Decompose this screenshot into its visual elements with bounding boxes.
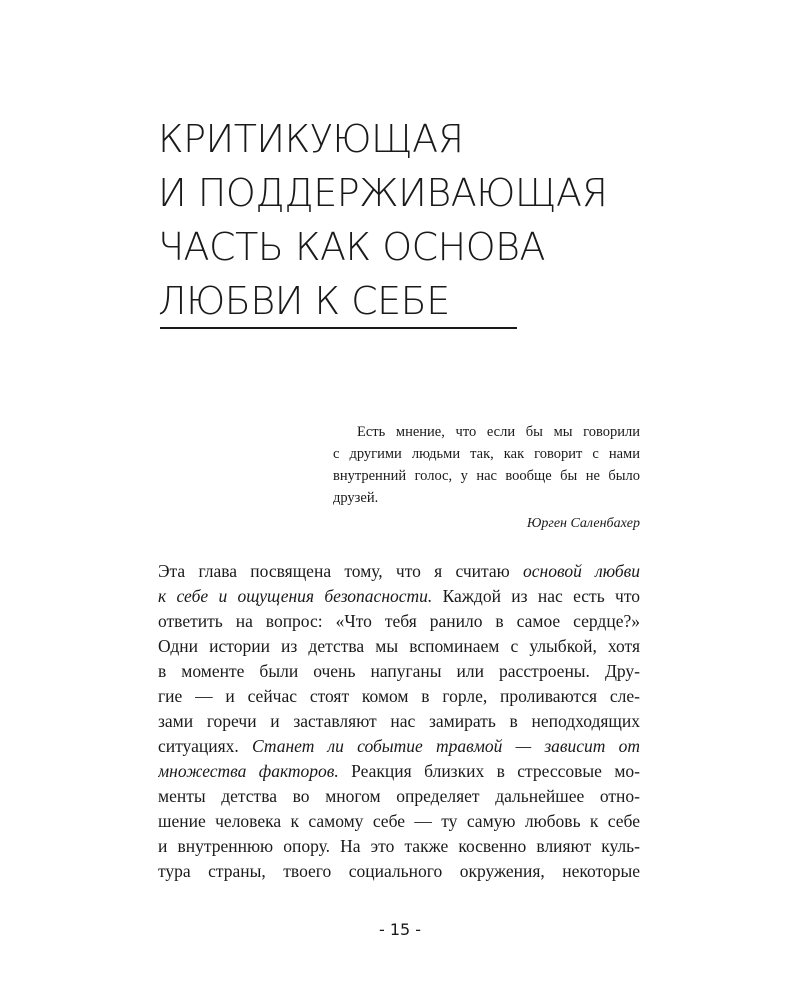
body-text-line (158, 709, 640, 734)
body-text-line (158, 734, 640, 759)
body-text-segment: в моменте были очень напуганы или расстроены. Дру- (158, 661, 640, 681)
body-text-line (158, 559, 640, 584)
body-text-line (158, 684, 640, 709)
body-text-line (158, 834, 640, 859)
body-text-line (158, 659, 640, 684)
emphasis-text: основой любви (523, 561, 640, 581)
body-text-segment: и внутреннюю опору. На это также косвенно влияют куль- (158, 836, 640, 856)
epigraph-author: Юрген Саленбахер (526, 516, 640, 531)
body-text-line (158, 809, 640, 834)
body-text-segment: зами горечи и заставляют нас замирать в неподходящих (158, 711, 640, 731)
body-paragraph (158, 559, 640, 884)
chapter-title (158, 112, 758, 328)
body-text-segment: тура страны, твоего социального окружения, некоторые (158, 861, 640, 881)
epigraph-line: друзей. (333, 490, 379, 506)
body-text-segment: шение человека к самому себе — ту самую любовь к себе (158, 811, 640, 831)
emphasis-text: Станет ли событие травмой — зависит от (251, 736, 640, 756)
body-text-line (158, 584, 640, 609)
body-text-segment: ситуациях. (158, 736, 252, 756)
epigraph (333, 421, 640, 535)
body-text-segment: менты детства во многом определяет дальнейшее отно- (158, 786, 640, 806)
title-underline (160, 327, 517, 329)
body-text-line (158, 859, 640, 884)
body-text-line (158, 609, 640, 634)
emphasis-text: к себе и ощущения безопасности. (158, 586, 433, 606)
page-number: - 15 - (378, 920, 422, 939)
body-text-segment: Эта глава посвящена тому, что я считаю (158, 561, 524, 581)
chapter-title-line: И ПОДДЕРЖИВАЮЩАЯ (158, 171, 608, 215)
body-text-segment: Реакция близких в стрессовые мо- (338, 761, 640, 781)
body-text-line (158, 634, 640, 659)
body-text-segment: ответить на вопрос: «Что тебя ранило в самое сердце?» (158, 611, 640, 631)
emphasis-text: множества факторов. (158, 761, 339, 781)
body-text-segment: гие — и сейчас стоят комом в горле, проливаются сле- (158, 686, 640, 706)
epigraph-line: Есть мнение, что если бы мы говорили (357, 424, 640, 440)
body-text-segment: Каждой из нас есть что (432, 586, 640, 606)
chapter-title-line: ЧАСТЬ КАК ОСНОВА (158, 225, 546, 269)
body-text-line (158, 784, 640, 809)
body-text-line (158, 759, 640, 784)
epigraph-line: внутренний голос, у нас вообще бы не было (333, 468, 640, 484)
body-text-segment: Одни истории из детства мы вспоминаем с улыбкой, хотя (158, 636, 640, 656)
chapter-title-line: КРИТИКУЮЩАЯ (158, 117, 464, 161)
chapter-title-line: ЛЮБВИ К СЕБЕ (158, 279, 450, 323)
epigraph-line: с другими людьми так, как говорит с нами (333, 446, 640, 462)
